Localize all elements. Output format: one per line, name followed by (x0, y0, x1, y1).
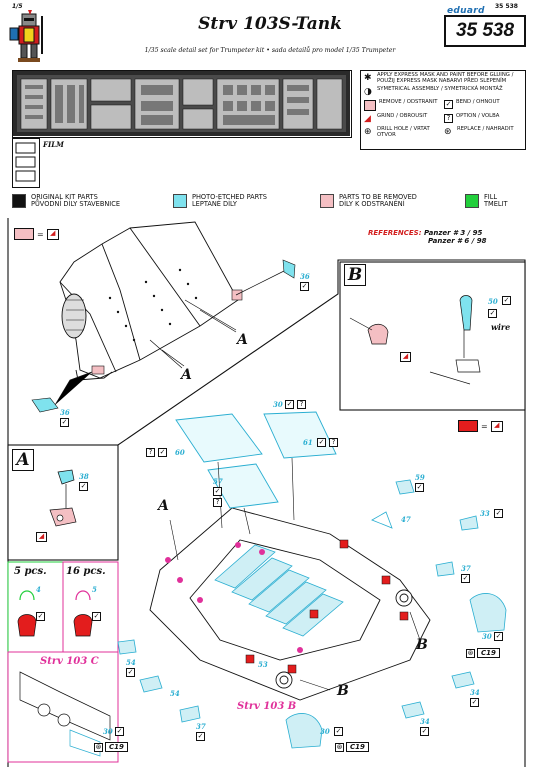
legend-item: REMOVE / ODSTRANIT (364, 100, 444, 111)
legend-item: ✓ BEND / OHNOUT (445, 99, 500, 109)
part-number: 61 (303, 438, 313, 447)
bend-icon: ✓ (301, 282, 308, 290)
legend-item: ⊛ REPLACE / NAHRADIT (444, 126, 514, 138)
page-subtitle: 1/35 scale detail set for Trumpeter kit • sada detailů pro model 1/35 Trumpeter (144, 47, 396, 54)
part-number: 57 (213, 477, 223, 486)
color-legend-original: ORIGINAL KIT PARTS PŮVODNÍ DÍLY STAVEBNICE (12, 194, 120, 208)
label-a: A (181, 367, 192, 383)
part-number: 53 (258, 660, 268, 669)
replace-icon: ⊛ (444, 127, 452, 138)
part-number: 59 (415, 473, 425, 482)
option-icon: ? (297, 400, 306, 409)
red-swatch (458, 420, 478, 432)
bend-icon: ✓ (159, 448, 166, 456)
part-number: 34 (420, 717, 430, 726)
replace-c19: ⊛ C19 (466, 648, 500, 658)
legend-item: ⊕ DRILL HOLE / VRTAT OTVOR (364, 126, 430, 138)
label-b: B (337, 683, 349, 699)
part-number: 47 (401, 515, 411, 524)
part-number: 5 (92, 585, 97, 594)
replace-icon: ⊛ (467, 648, 474, 657)
color-legend-remove: PARTS TO BE REMOVED DÍLY K ODSTRANĚNÍ (320, 194, 417, 208)
part-number: 36 (300, 272, 310, 281)
page-title: Strv 103S-Tank (198, 14, 342, 34)
cut-icon: ◢ (400, 352, 411, 362)
bend-icon: ✓ (286, 400, 293, 408)
symmetry-icon: ◑ (364, 87, 372, 98)
replace-icon: ⊛ (95, 742, 102, 751)
product-code: 35 538 (444, 15, 526, 47)
bend-icon: ✓ (116, 727, 123, 735)
bend-icon: ✓ (37, 612, 44, 620)
bend-icon: ✓ (214, 487, 221, 495)
part-number: 37 (196, 722, 206, 731)
variant-strv-103b: Strv 103 B (237, 701, 297, 712)
replace-c19: ⊛ C19 (335, 742, 369, 752)
bend-icon: ✓ (61, 418, 68, 426)
option-icon: ? (444, 114, 453, 123)
mask-icon: ✱ (364, 73, 372, 83)
part-number: 36 (60, 408, 70, 417)
panel-a-label: A (12, 449, 34, 471)
red-note: = ◢ (458, 420, 503, 432)
part-number: 37 (461, 564, 471, 573)
wire-label: wire (491, 322, 511, 332)
bend-icon: ✓ (471, 698, 478, 706)
bend-icon: ✓ (335, 727, 342, 735)
film-label: FILM (43, 140, 64, 149)
part-number: 4 (36, 585, 41, 594)
bend-icon: ✓ (421, 727, 428, 735)
references: REFERENCES: Panzer # 3 / 95 Panzer # 6 / 98 (368, 229, 487, 245)
part-number: 60 (175, 448, 185, 457)
replace-icon: ⊛ (336, 742, 343, 751)
bend-icon: ✓ (495, 632, 502, 640)
quantity-16: 16 pcs. (66, 566, 106, 577)
legend-item: ✱ APPLY EXPRESS MASK AND PAINT BEFORE GLUING / POUŽIJ EXPRESS MASK NABARVI PŘED SLEPENÍM (364, 72, 514, 84)
label-a: A (158, 498, 169, 514)
part-number: 30 (273, 400, 283, 409)
bend-icon: ✓ (462, 574, 469, 582)
legend-item: ? OPTION / VOLBA (444, 114, 522, 124)
remove-note: = ◢ (14, 228, 59, 240)
variant-strv-103c: Strv 103 C (40, 656, 99, 667)
option-icon: ? (213, 498, 222, 507)
part-number: 38 (79, 472, 89, 481)
cut-icon: ◢ (47, 229, 59, 240)
option-icon: ? (329, 438, 338, 447)
quantity-5: 5 pcs. (14, 566, 47, 577)
part-number: 54 (170, 689, 180, 698)
bend-icon: ✓ (489, 309, 496, 317)
label-b: B (416, 637, 428, 653)
page-number: 1/5 (12, 3, 23, 10)
part-number: 30 (103, 727, 113, 736)
page-code-small: 35 538 (495, 3, 518, 10)
cut-icon: ◢ (491, 421, 503, 432)
option-icon: ? (146, 448, 155, 457)
part-number: 30 (320, 727, 330, 736)
bend-icon: ✓ (80, 482, 87, 490)
bend-icon: ✓ (93, 612, 100, 620)
bend-icon: ✓ (127, 668, 134, 676)
color-legend-pe: PHOTO-ETCHED PARTS LEPTANÉ DÍLY (173, 194, 267, 208)
bend-icon: ✓ (197, 732, 204, 740)
part-number: 33 (480, 509, 490, 518)
color-legend-fill: FILL TMELIT (465, 194, 508, 208)
cut-icon: ◢ (36, 532, 47, 542)
panel-b-label: B (344, 264, 366, 286)
drill-icon: ⊕ (364, 127, 372, 138)
legend-item: ◢ GRIND / OBROUSIT (364, 113, 428, 125)
label-a: A (237, 332, 248, 348)
bend-icon: ✓ (445, 100, 452, 109)
bend-icon: ✓ (416, 483, 423, 491)
legend-item: ◑ SYMETRICAL ASSEMBLY / SYMETRICKÁ MONTÁŽ (364, 86, 503, 98)
part-number: 54 (126, 658, 136, 667)
part-number: 34 (470, 688, 480, 697)
brand-logo: eduard (447, 6, 485, 16)
grind-icon: ◢ (364, 114, 371, 125)
bend-icon: ✓ (495, 509, 502, 517)
part-number: 50 (488, 297, 498, 306)
bend-icon: ✓ (318, 438, 325, 446)
replace-c19: ⊛ C19 (94, 742, 128, 752)
bend-icon: ✓ (503, 296, 510, 304)
part-number: 30 (482, 632, 492, 641)
